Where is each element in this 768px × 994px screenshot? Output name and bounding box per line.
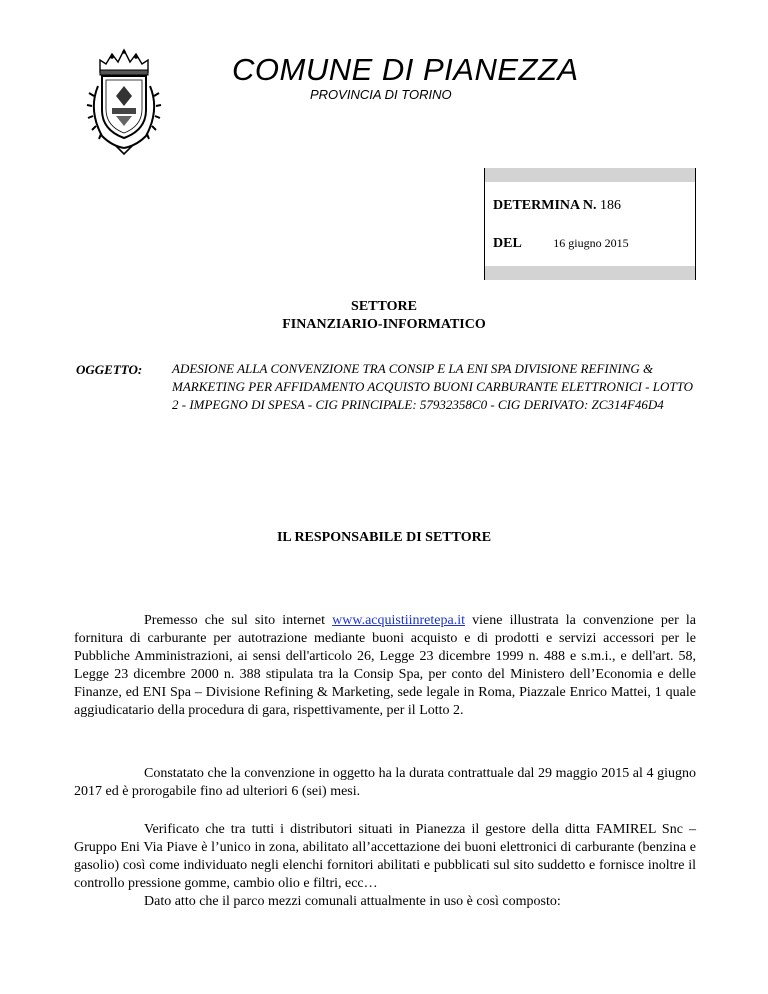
determina-date-row — [493, 236, 629, 252]
determina-number: 186 — [599, 198, 621, 213]
settore-heading — [0, 298, 768, 334]
determina-date-label: DEL — [493, 236, 522, 251]
page-title: COMUNE DI PIANEZZA — [232, 52, 579, 87]
paragraph-dato-atto: Dato atto che il parco mezzi comunali attualmente in uso è così composto: — [144, 894, 561, 909]
determina-date: 16 giugno 2015 — [553, 236, 629, 250]
oggetto-text: ADESIONE ALLA CONVENZIONE TRA CONSIP E LA ENI SPA DIVISIONE REFINING & MARKETING PER AFFIDAMENTO ACQUISTO BUONI CARBURANTE ELETTRONICI - LOTTO 2 - IMPEGNO DI SPESA - CIG PRINCIPALE: 57932358C0 - CIG DERIVATO: ZC314F46D4 — [172, 361, 693, 412]
settore-line2: FINANZIARIO-INFORMATICO — [282, 317, 486, 332]
oggetto-label: OGGETTO: — [76, 362, 143, 377]
coat-of-arms-icon — [86, 46, 162, 156]
page-subtitle: PROVINCIA DI TORINO — [310, 87, 452, 102]
determina-number-row — [493, 198, 621, 214]
settore-line1: SETTORE — [351, 299, 417, 314]
determina-number-label: DETERMINA N. — [493, 198, 597, 213]
box-top-bar — [485, 168, 695, 182]
paragraph-verificato: Verificato che tra tutti i distributori situati in Pianezza il gestore della ditta FAMIREL Snc – Gruppo Eni Via Piave è l’unico in zona, abilitato all’accettazione dei buoni elettronici di carburante (benzina e gasolio) così come individuato negli elenchi fornitori abilitati e pubblicati sul sito suddetto e fornisce inoltre il controllo pressione gomme, cambio olio e filtri, ecc… — [74, 822, 696, 891]
responsabile-heading: IL RESPONSABILE DI SETTORE — [276, 530, 492, 545]
box-bottom-bar — [485, 266, 695, 280]
determina-box — [484, 168, 696, 280]
paragraph-constatato: Constatato che la convenzione in oggetto ha la durata contrattuale dal 29 maggio 2015 al 4 giugno 2017 ed è prorogabile fino ad ulteriori 6 (sei) mesi. — [74, 766, 696, 799]
paragraph-premesso-start: Premesso che sul sito internet — [144, 613, 333, 628]
paragraph-premesso — [74, 612, 696, 720]
paragraph-premesso-end: viene illustrata la convenzione per la fornitura di carburante per autotrazione mediante buoni acquisto e di prodotti e servizi accessori per le Pubbliche Amministrazioni, ai sensi dell'articolo 26, Legge 23 dicembre 1999 n. 488 e s.m.i., e dell'art. 58, Legge 23 dicembre 2000 n. 388 stipulata tra la Consip Spa, per conto del Ministero dell’Economia e delle Finanze, ed ENI Spa – Divisione Refining & Marketing, sede legale in Roma, Piazzale Enrico Mattei, 1 quale aggiudicatario della procedura di gara, rispettivamente, per il Lotto 2. — [74, 613, 696, 718]
acquistiinretepa-link[interactable]: www.acquistiinretepa.it — [332, 613, 465, 628]
